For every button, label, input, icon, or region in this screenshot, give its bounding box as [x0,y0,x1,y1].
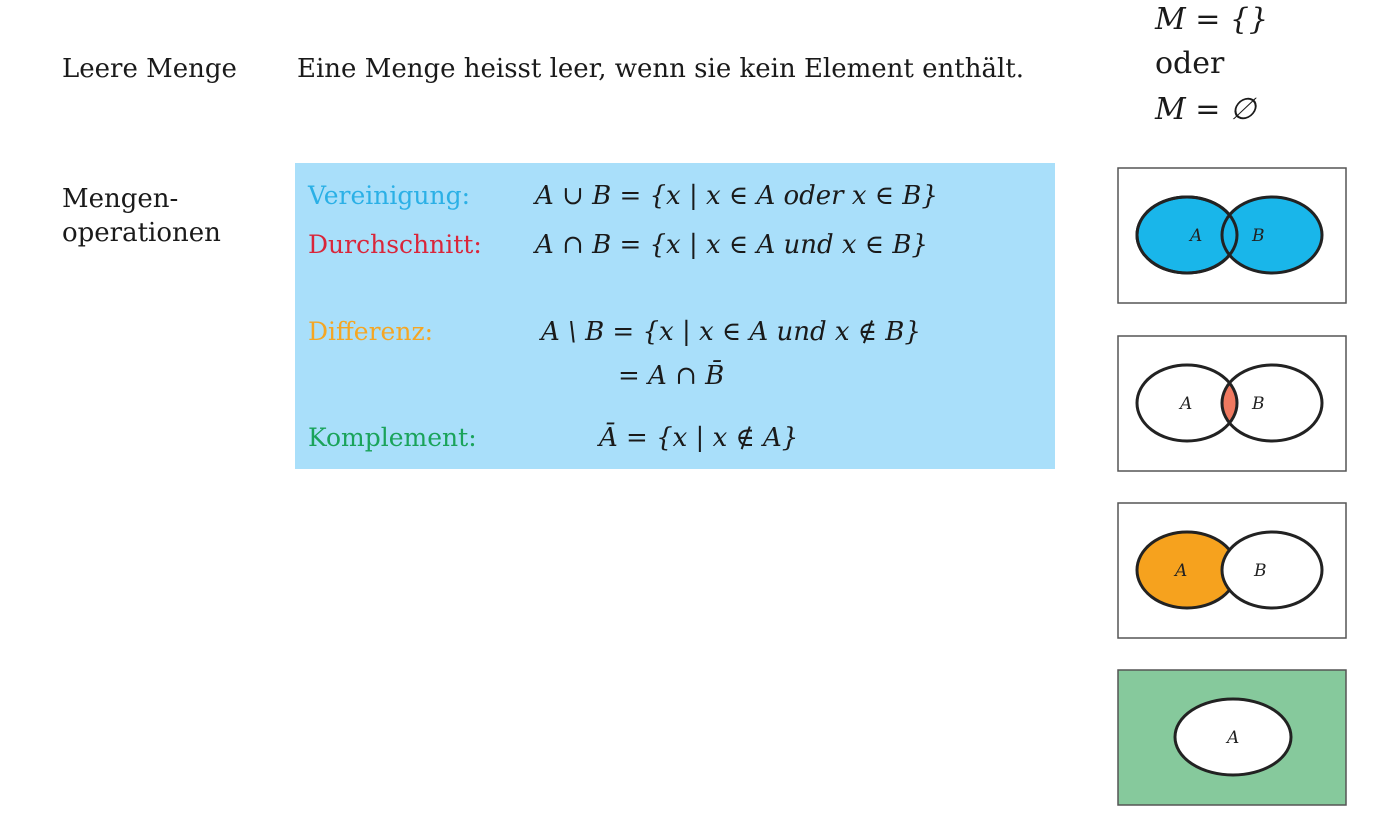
venn-union [1117,167,1347,304]
empty-set-definition: Eine Menge heisst leer, wenn sie kein Element enthält. [297,54,1024,84]
difference-set-b [1222,532,1322,608]
intersection-label: Durchschnitt: [308,230,482,259]
set-operations-box [295,163,1055,469]
intersection-label-b: B [1252,394,1265,414]
complement-formula: Ā = {x | x ∉ A} [599,423,799,453]
set-operations-term-line1: Mengen- [62,184,179,214]
empty-set-notation-or: oder [1155,46,1225,81]
venn-intersection [1117,335,1347,472]
venn-complement [1117,669,1347,806]
set-operations-term-line2: operationen [62,218,221,248]
union-label-b: B [1252,226,1265,246]
complement-label-a: A [1227,728,1240,748]
venn-difference [1117,502,1347,639]
difference-label-b: B [1254,561,1267,581]
union-formula: A ∪ B = {x | x ∈ A oder x ∈ B} [535,181,938,211]
empty-set-notation-emptyset: M = ∅ [1155,92,1257,127]
intersection-label-a: A [1180,394,1193,414]
difference-label: Differenz: [308,317,434,346]
difference-formula: A \ B = {x | x ∈ A und x ∉ B} [541,317,921,347]
empty-set-term: Leere Menge [62,54,237,84]
complement-label: Komplement: [308,423,477,452]
empty-set-notation-braces: M = {} [1155,2,1269,37]
union-label-a: A [1190,226,1203,246]
union-label: Vereinigung: [308,181,471,210]
difference-formula-continued: = A ∩ B̄ [618,361,725,391]
difference-label-a: A [1175,561,1188,581]
intersection-formula: A ∩ B = {x | x ∈ A und x ∈ B} [535,230,928,260]
